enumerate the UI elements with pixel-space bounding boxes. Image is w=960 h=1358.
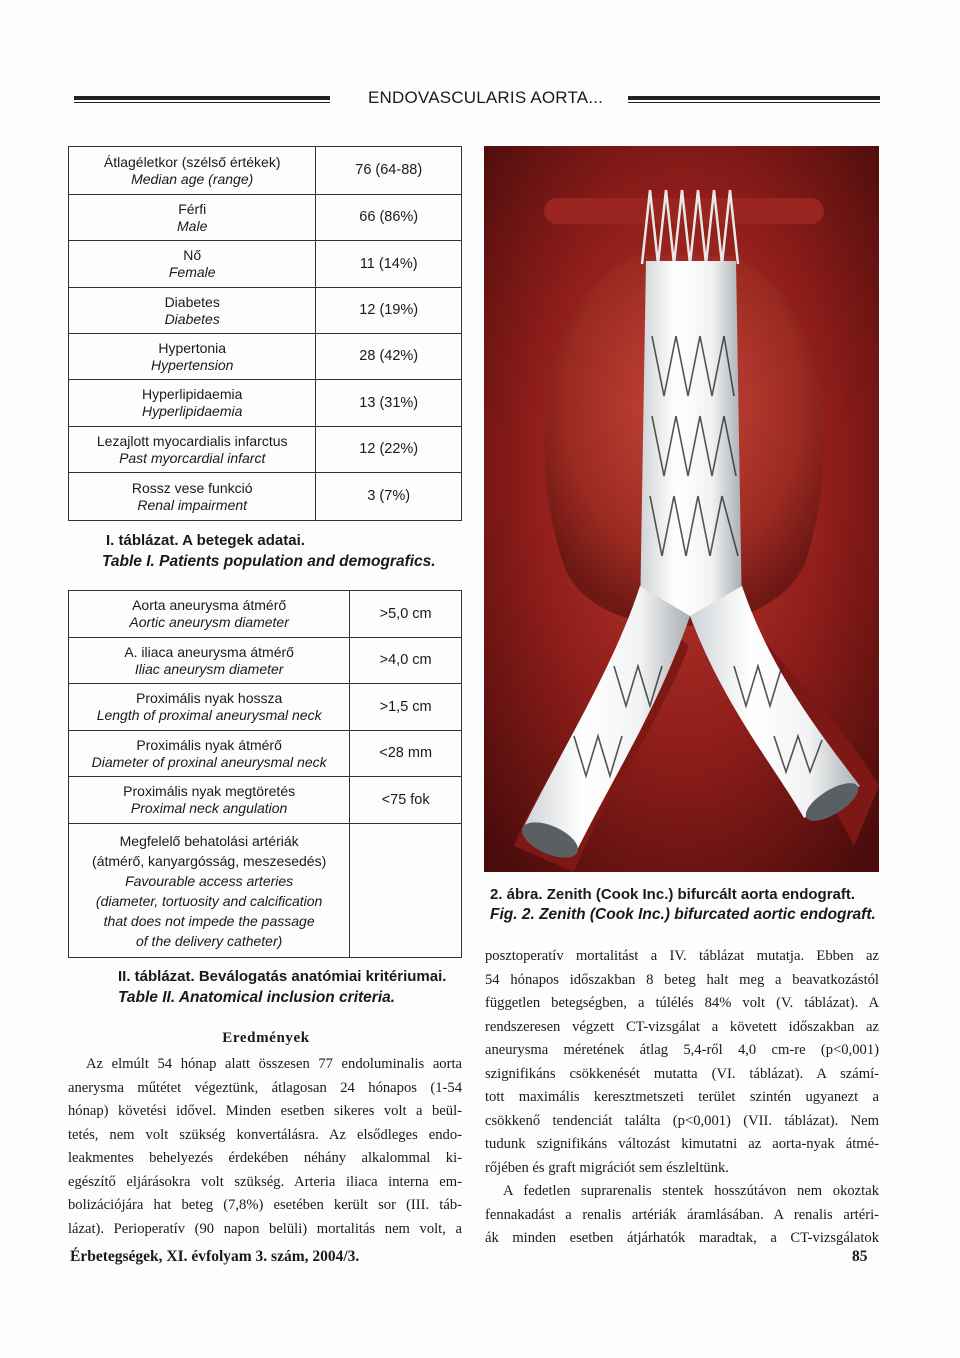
- table-inclusion-criteria: [68, 590, 462, 958]
- text-line: lázat). Perioperatív (90 napon belüli) mortalitás nem volt, a: [68, 1220, 462, 1237]
- text-line: 54 hónapos időszakban 8 beteg halt meg a beavatkozástól: [485, 971, 879, 988]
- table-row: Diabetes Diabetes 12 (19%): [69, 288, 462, 334]
- text-line: egészítő eljárásokra volt szükség. Arteria iliaca interna em-: [68, 1173, 462, 1190]
- endograft-illustration: [484, 146, 879, 872]
- table-patient-data: [68, 146, 462, 521]
- body-text-left: [68, 1053, 462, 1241]
- figure-caption-hu: 2. ábra. Zenith (Cook Inc.) bifurcált aorta endograft.: [490, 886, 856, 903]
- table-row: Lezajlott myocardialis infarctus Past myorcardial infarct 12 (22%): [69, 427, 462, 473]
- text-line: fennakadást a renalis artériák áramlásában. A renalis artéri-: [485, 1206, 879, 1223]
- text-line: Az elmúlt 54 hónap alatt összesen 77 endoluminalis aorta: [86, 1056, 462, 1072]
- text-line: ák minden esetben átjárhatók maradtak, a CT-vizsgálatok: [485, 1230, 879, 1246]
- table-row: Nő Female 11 (14%): [69, 241, 462, 288]
- text-line: leakmentes behelyezés érdekében néhány alkalommal ki-: [68, 1150, 462, 1166]
- text-line: hónap) követési idővel. Minden esetben sikeres volt a beül-: [68, 1103, 462, 1119]
- table-row: Férfi Male 66 (86%): [69, 195, 462, 241]
- section-heading-results: Eredmények: [222, 1030, 310, 1046]
- page-number: 85: [852, 1248, 868, 1265]
- running-header: ENDOVASCULARIS AORTA...: [368, 88, 604, 107]
- table2-caption-hu: II. táblázat. Beválogatás anatómiai kritériumai.: [118, 968, 447, 985]
- header-rule-right-thin: [628, 102, 880, 103]
- table-row: Proximális nyak megtöretés Proximal neck angulation <75 fok: [69, 777, 462, 824]
- header-rule-left-thin: [74, 102, 330, 103]
- table1-caption-en: Table I. Patients population and demografics.: [102, 553, 436, 570]
- header-rule-right: [628, 96, 880, 100]
- text-line: csökkenő tendenciát találta (p<0,001) (VII. táblázat). Nem: [485, 1112, 879, 1129]
- text-line: tott maximális keresztmetszeti terület szintén ugyanezt a: [485, 1089, 879, 1105]
- table-row: Megfelelő behatolási artériák (átmérő, kanyargósság, meszesedés) Favourable access arteries (diameter, tortuosity and calcification that does not impede the passage of the delivery catheter): [69, 824, 462, 958]
- body-text-right: [485, 945, 879, 1251]
- table1-caption-hu: I. táblázat. A betegek adatai.: [106, 532, 305, 549]
- table-row: Aorta aneurysma átmérő Aortic aneurysm diameter >5,0 cm: [69, 591, 462, 638]
- text-line: tetés, nem volt szükség konvertálásra. Az elsődleges endo-: [68, 1126, 462, 1143]
- table-row: Hypertonia Hypertension 28 (42%): [69, 334, 462, 380]
- endograft-figure: [484, 146, 879, 872]
- text-line: bolizációjára hat beteg (7,8%) esetében került sor (III. táb-: [68, 1197, 462, 1213]
- text-line: aneurysma méretének átlag 5,4-ről 4,0 cm-re (p<0,001): [485, 1042, 879, 1058]
- table2-caption-en: Table II. Anatomical inclusion criteria.: [118, 989, 396, 1006]
- table-row: Proximális nyak hossza Length of proximal aneurysmal neck >1,5 cm: [69, 684, 462, 731]
- table-row: Hyperlipidaemia Hyperlipidaemia 13 (31%): [69, 380, 462, 427]
- header-rule-left: [74, 96, 330, 100]
- text-line: független betegségben, a túlélés 84% volt (V. táblázat). A: [485, 995, 879, 1011]
- text-line: tudunk szignifikáns változást kimutatni az aorta-nyak átmé-: [485, 1136, 879, 1152]
- text-line: posztoperatív mortalitást a IV. táblázat mutatja. Ebben az: [485, 948, 879, 964]
- figure-caption-en: Fig. 2. Zenith (Cook Inc.) bifurcated aortic endograft.: [490, 906, 876, 923]
- footer-journal: Érbetegségek, XI. évfolyam 3. szám, 2004/3.: [70, 1248, 360, 1265]
- table-row: Proximális nyak átmérő Diameter of proxinal aneurysmal neck <28 mm: [69, 731, 462, 777]
- text-line: anerysma műtétet végeztünk, átlagosan 24 hónapos (1-54: [68, 1079, 462, 1096]
- text-line: A fedetlen suprarenalis stentek hosszútávon nem okoztak: [503, 1183, 879, 1199]
- text-line: rendszeresen végzett CT-vizsgálat a követett időszakban az: [485, 1018, 879, 1035]
- text-line: szignifikáns csökkenését mutatta (VI. táblázat). A számí-: [485, 1065, 879, 1082]
- table-row: A. iliaca aneurysma átmérő Iliac aneurysm diameter >4,0 cm: [69, 638, 462, 684]
- table-row: Rossz vese funkció Renal impairment 3 (7%): [69, 473, 462, 521]
- table-row: Átlagéletkor (szélső értékek) Median age (range) 76 (64-88): [69, 147, 462, 195]
- text-line: rőjében és graft migrációt sem észleltünk.: [485, 1159, 729, 1176]
